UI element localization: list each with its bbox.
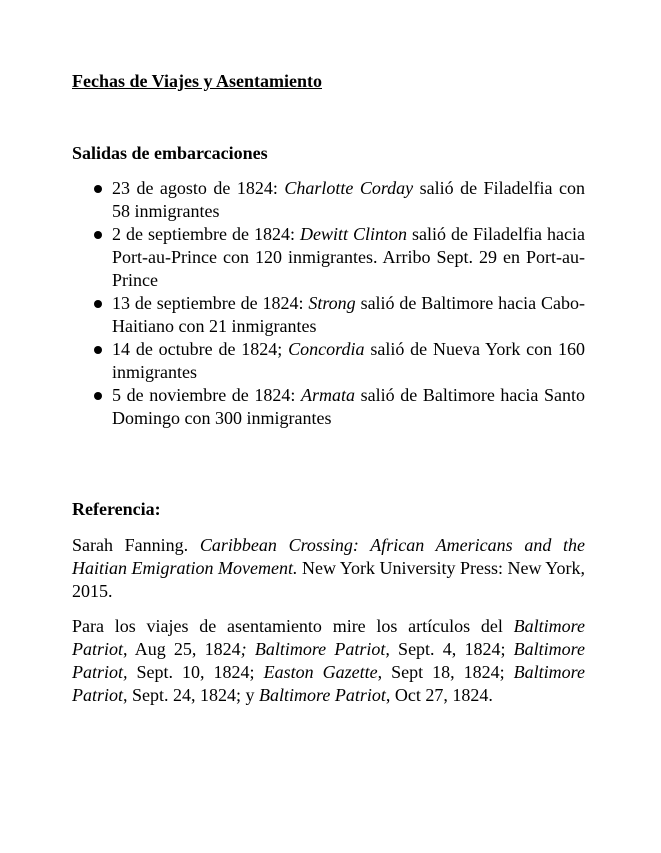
citation-author: Sarah Fanning. xyxy=(72,535,200,555)
voyage-details: salió de Baltimore hacia Santo Domingo con 300 inmigrantes xyxy=(112,385,585,428)
articles-text: , Sept. 24, 1824; y xyxy=(123,685,260,705)
articles-text: Para los viajes de asentamiento mire los artículos del xyxy=(72,616,514,636)
list-item xyxy=(72,292,585,338)
citation-publisher: New York University Press: New York, 2015. xyxy=(72,558,585,601)
bullet-icon xyxy=(94,300,102,308)
section-heading-referencia: Referencia: xyxy=(72,499,161,519)
articles-paragraph xyxy=(72,615,585,707)
voyage-date: 5 de noviembre de 1824: xyxy=(112,385,302,405)
ship-name: Charlotte Corday xyxy=(284,178,414,198)
voyage-details: salió de Nueva York con 160 inmigrantes xyxy=(112,339,586,382)
publication-name: Baltimore Patriot xyxy=(259,685,386,705)
articles-text: Sept. 4, 1824; xyxy=(389,639,514,659)
ship-name: Armata xyxy=(301,385,356,405)
voyage-details: salió de Filadelfia hacia Port-au-Prince con 120 inmigrantes. Arribo Sept. 29 en Port-au-Prince xyxy=(112,224,585,290)
publication-name: Baltimore Patriot, xyxy=(254,639,390,659)
voyage-details: salió de Baltimore hacia Cabo-Haitiano con 21 inmigrantes xyxy=(112,293,585,336)
list-item xyxy=(72,177,585,223)
ship-name: Strong xyxy=(308,293,356,313)
articles-text: Sept. 10, 1824; xyxy=(127,662,264,682)
ship-name: Dewitt Clinton xyxy=(300,224,408,244)
voyage-list xyxy=(72,177,585,430)
voyage-date: 23 de agosto de 1824: xyxy=(112,178,285,198)
list-item xyxy=(72,223,585,292)
bullet-icon xyxy=(94,392,102,400)
list-item xyxy=(72,384,585,430)
bullet-icon xyxy=(94,231,102,239)
publication-name: Baltimore Patriot, xyxy=(72,639,585,682)
page-title: Fechas de Viajes y Asentamiento xyxy=(72,71,322,91)
citation-book-title: Caribbean Crossing: African Americans and the Haitian Emigration Movement. xyxy=(72,535,585,578)
voyage-date: 13 de septiembre de 1824: xyxy=(112,293,309,313)
voyage-date: 14 de octubre de 1824; xyxy=(112,339,289,359)
bullet-icon xyxy=(94,346,102,354)
articles-text: , Sept 18, 1824; xyxy=(377,662,514,682)
articles-text: , Oct 27, 1824. xyxy=(385,685,493,705)
list-item xyxy=(72,338,585,384)
section-heading-salidas: Salidas de embarcaciones xyxy=(72,143,268,163)
voyage-date: 2 de septiembre de 1824: xyxy=(112,224,300,244)
citation-paragraph xyxy=(72,534,585,603)
articles-text: , Aug 25, 1824 xyxy=(123,639,241,659)
ship-name: Concordia xyxy=(288,339,365,359)
bullet-icon xyxy=(94,185,102,193)
publication-name: Baltimore Patriot xyxy=(72,662,585,705)
voyage-details: salió de Filadelfia con 58 inmigrantes xyxy=(112,178,585,221)
publication-name: Easton Gazette xyxy=(263,662,378,682)
articles-separator: ; xyxy=(240,639,255,659)
publication-name: Baltimore Patriot xyxy=(72,616,585,659)
